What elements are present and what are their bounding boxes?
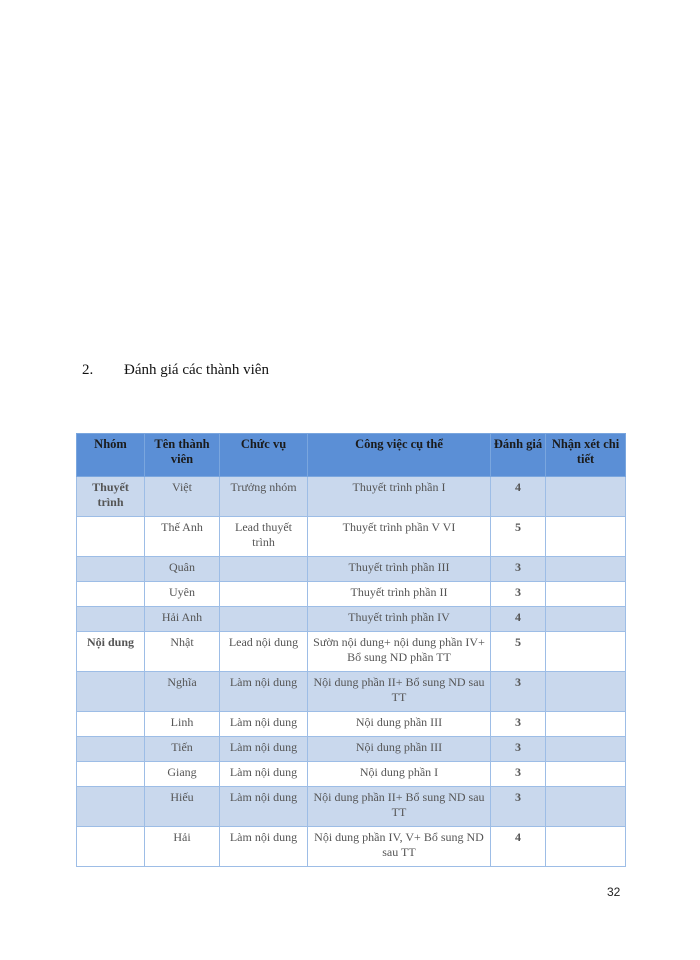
cell-score: 3 <box>491 737 546 762</box>
cell-group <box>77 827 145 867</box>
table-header-row <box>77 434 626 477</box>
cell-group: Thuyết trình <box>77 477 145 517</box>
table-row <box>77 517 626 557</box>
header-member-name: Tên thành viên <box>145 434 220 477</box>
cell-comment <box>546 557 626 582</box>
cell-name: Hiếu <box>145 787 220 827</box>
cell-comment <box>546 582 626 607</box>
header-task: Công việc cụ thể <box>308 434 491 477</box>
cell-group <box>77 762 145 787</box>
cell-score: 5 <box>491 632 546 672</box>
cell-role <box>220 607 308 632</box>
header-score: Đánh giá <box>491 434 546 477</box>
table-row <box>77 762 626 787</box>
cell-name: Quân <box>145 557 220 582</box>
cell-role: Lead thuyết trình <box>220 517 308 557</box>
cell-role: Làm nội dung <box>220 762 308 787</box>
cell-task: Thuyết trình phần IV <box>308 607 491 632</box>
cell-name: Nhật <box>145 632 220 672</box>
cell-task: Nội dung phần III <box>308 712 491 737</box>
cell-comment <box>546 672 626 712</box>
section-title: Đánh giá các thành viên <box>124 362 269 378</box>
cell-task: Nội dung phần II+ Bổ sung ND sau TT <box>308 672 491 712</box>
cell-task: Sườn nội dung+ nội dung phần IV+ Bổ sung ND phần TT <box>308 632 491 672</box>
cell-group <box>77 672 145 712</box>
section-number: 2. <box>82 362 94 378</box>
cell-name: Uyên <box>145 582 220 607</box>
cell-comment <box>546 607 626 632</box>
table-row <box>77 787 626 827</box>
table-row <box>77 582 626 607</box>
cell-score: 5 <box>491 517 546 557</box>
cell-comment <box>546 632 626 672</box>
cell-task: Thuyết trình phần III <box>308 557 491 582</box>
cell-role <box>220 557 308 582</box>
cell-name: Nghĩa <box>145 672 220 712</box>
table-row <box>77 827 626 867</box>
cell-name: Việt <box>145 477 220 517</box>
header-group: Nhóm <box>77 434 145 477</box>
cell-group <box>77 712 145 737</box>
page-number: 32 <box>607 885 621 899</box>
member-evaluation-table <box>76 433 626 867</box>
cell-group <box>77 737 145 762</box>
cell-role: Làm nội dung <box>220 712 308 737</box>
cell-group <box>77 517 145 557</box>
cell-name: Thế Anh <box>145 517 220 557</box>
cell-score: 4 <box>491 477 546 517</box>
cell-name: Giang <box>145 762 220 787</box>
cell-comment <box>546 517 626 557</box>
cell-role: Trưởng nhóm <box>220 477 308 517</box>
cell-score: 4 <box>491 607 546 632</box>
cell-group <box>77 607 145 632</box>
cell-group <box>77 557 145 582</box>
cell-task: Thuyết trình phần V VI <box>308 517 491 557</box>
cell-role: Lead nội dung <box>220 632 308 672</box>
cell-role: Làm nội dung <box>220 672 308 712</box>
header-comment: Nhận xét chi tiết <box>546 434 626 477</box>
cell-score: 3 <box>491 557 546 582</box>
cell-score: 3 <box>491 762 546 787</box>
section-heading <box>82 362 269 379</box>
cell-comment <box>546 712 626 737</box>
cell-name: Hải Anh <box>145 607 220 632</box>
cell-task: Nội dung phần II+ Bổ sung ND sau TT <box>308 787 491 827</box>
cell-role: Làm nội dung <box>220 787 308 827</box>
cell-score: 3 <box>491 787 546 827</box>
cell-score: 3 <box>491 712 546 737</box>
cell-score: 3 <box>491 582 546 607</box>
cell-task: Thuyết trình phần I <box>308 477 491 517</box>
table-row <box>77 712 626 737</box>
cell-role: Làm nội dung <box>220 737 308 762</box>
table-row <box>77 607 626 632</box>
cell-task: Nội dung phần IV, V+ Bổ sung ND sau TT <box>308 827 491 867</box>
table-row <box>77 672 626 712</box>
cell-score: 3 <box>491 672 546 712</box>
table-row <box>77 632 626 672</box>
cell-name: Tiến <box>145 737 220 762</box>
cell-group <box>77 582 145 607</box>
cell-group <box>77 787 145 827</box>
cell-role: Làm nội dung <box>220 827 308 867</box>
cell-comment <box>546 477 626 517</box>
cell-comment <box>546 737 626 762</box>
cell-group: Nội dung <box>77 632 145 672</box>
cell-name: Linh <box>145 712 220 737</box>
cell-score: 4 <box>491 827 546 867</box>
cell-comment <box>546 787 626 827</box>
cell-name: Hải <box>145 827 220 867</box>
cell-role <box>220 582 308 607</box>
header-role: Chức vụ <box>220 434 308 477</box>
cell-task: Nội dung phần III <box>308 737 491 762</box>
cell-comment <box>546 762 626 787</box>
table-row <box>77 557 626 582</box>
cell-task: Thuyết trình phần II <box>308 582 491 607</box>
cell-task: Nội dung phần I <box>308 762 491 787</box>
cell-comment <box>546 827 626 867</box>
table-row <box>77 737 626 762</box>
table-row <box>77 477 626 517</box>
